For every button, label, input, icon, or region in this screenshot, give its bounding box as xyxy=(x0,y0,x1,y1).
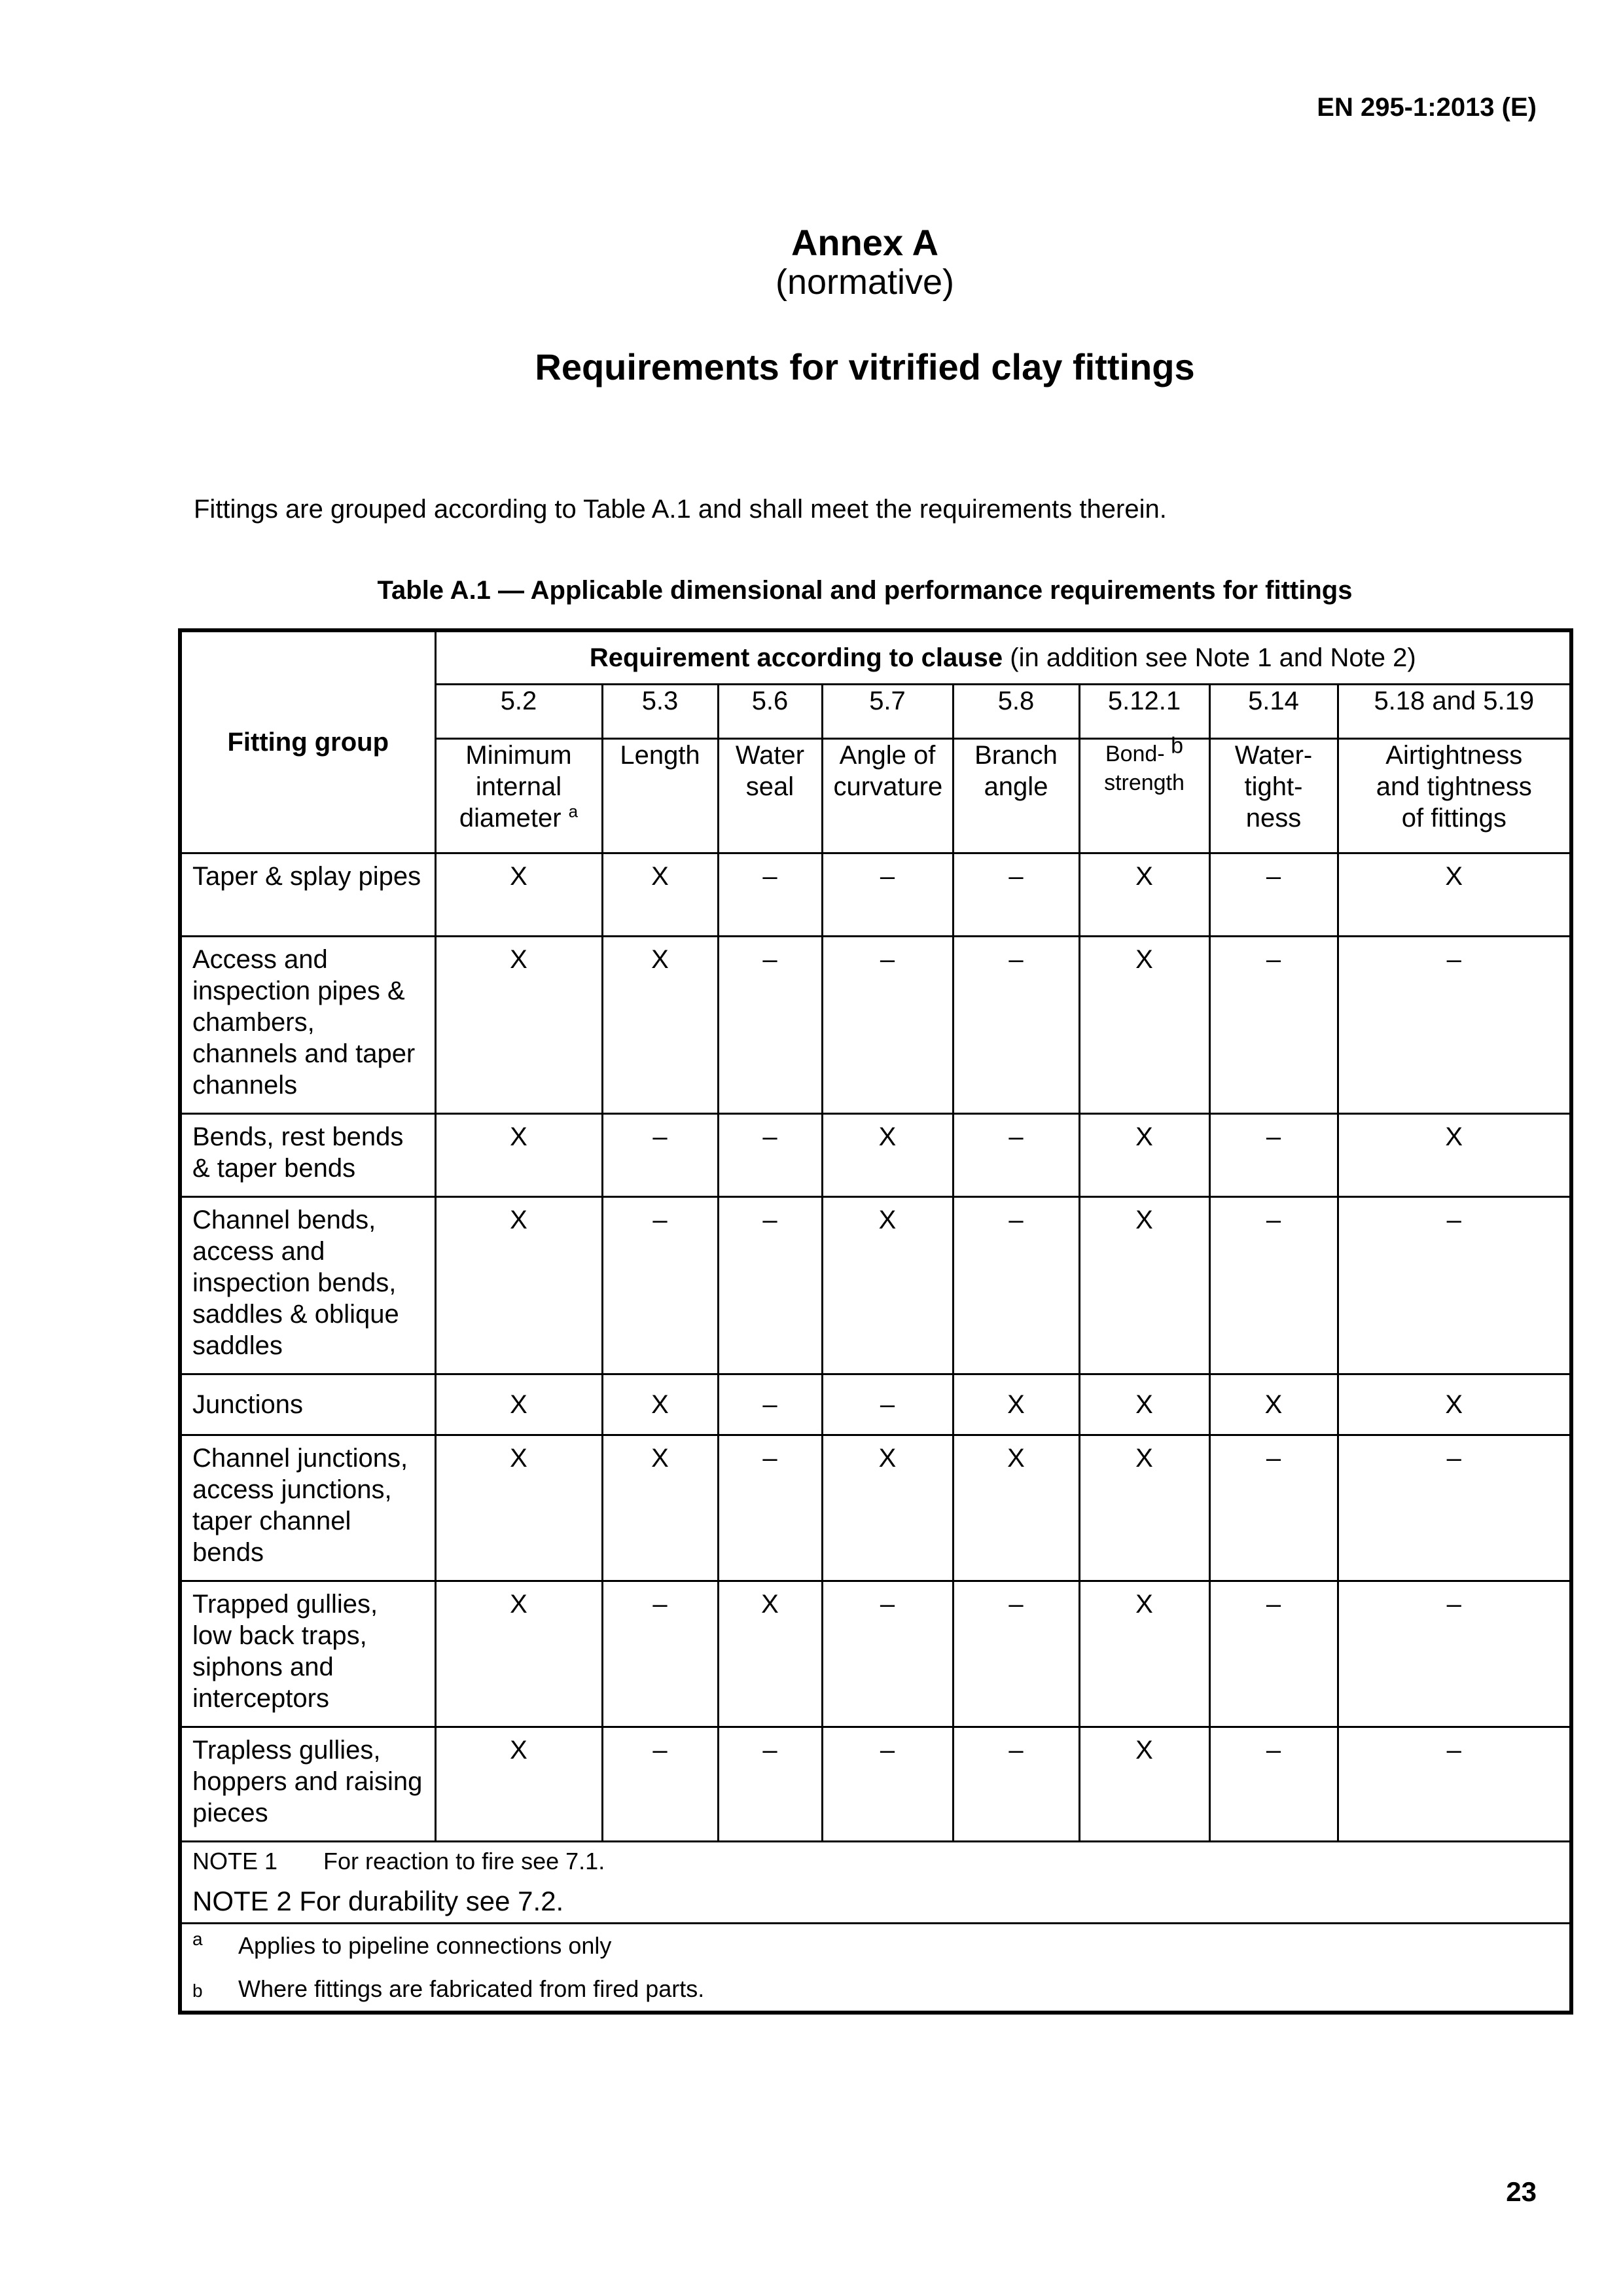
requirement-mark-cell: X xyxy=(435,1435,602,1581)
requirement-mark-cell: X xyxy=(1209,1374,1338,1435)
requirement-description xyxy=(718,739,822,853)
requirement-mark-cell: X xyxy=(822,1197,953,1374)
footnote-text: Where fittings are fabricated from fired parts. xyxy=(238,1975,705,2002)
clause-header: 5.8 xyxy=(953,685,1079,739)
desc-line: diameter xyxy=(459,804,562,833)
footnote-marker: b xyxy=(1171,733,1184,759)
clause-header: 5.6 xyxy=(718,685,822,739)
requirement-mark-cell: X xyxy=(1079,937,1209,1114)
requirement-mark-cell: – xyxy=(822,853,953,937)
requirement-mark-cell: X xyxy=(435,1581,602,1727)
requirement-mark-cell: X xyxy=(435,1114,602,1197)
requirement-mark-cell: – xyxy=(953,853,1079,937)
note-2: NOTE 2 For durability see 7.2. xyxy=(192,1886,564,1916)
requirement-description xyxy=(822,739,953,853)
requirement-mark-cell: – xyxy=(953,1581,1079,1727)
requirement-description xyxy=(1079,733,1209,853)
clause-header: 5.2 xyxy=(435,685,602,739)
desc-line: Bond- xyxy=(1105,742,1165,766)
footnote-b: b Where fittings are fabricated from fired parts. xyxy=(192,1975,705,2002)
requirement-mark-cell: – xyxy=(718,1435,822,1581)
desc-line: Water xyxy=(735,741,805,770)
fitting-group-cell: Channel bends, access and inspection bends, saddles & oblique saddles xyxy=(180,1197,435,1374)
desc-line: of fittings xyxy=(1401,804,1507,833)
table-row xyxy=(180,937,1571,1114)
table-row xyxy=(180,1197,1571,1374)
requirement-mark-cell: X xyxy=(1079,1197,1209,1374)
desc-line: Length xyxy=(620,741,700,770)
desc-line: and tightness xyxy=(1376,772,1532,801)
requirement-mark-cell: – xyxy=(1338,937,1571,1114)
requirement-mark-cell: – xyxy=(822,937,953,1114)
requirement-mark-cell: – xyxy=(1338,1581,1571,1727)
clause-header: 5.7 xyxy=(822,685,953,739)
requirement-header xyxy=(435,630,1571,685)
desc-line: Minimum xyxy=(465,741,572,770)
requirement-mark-cell: X xyxy=(1079,1374,1209,1435)
table-notes xyxy=(180,1842,1571,1924)
desc-line: angle xyxy=(984,772,1048,801)
requirement-mark-cell: X xyxy=(1338,853,1571,937)
requirement-mark-cell: X xyxy=(953,1435,1079,1581)
requirement-mark-cell: X xyxy=(602,1435,718,1581)
desc-line: curvature xyxy=(833,772,943,801)
requirement-header-note: (in addition see Note 1 and Note 2) xyxy=(1003,643,1416,672)
note-label: NOTE 1 xyxy=(192,1848,278,1874)
requirement-mark-cell: X xyxy=(602,853,718,937)
requirement-mark-cell: – xyxy=(822,1581,953,1727)
requirement-mark-cell: X xyxy=(435,937,602,1114)
desc-line: seal xyxy=(745,772,794,801)
annex-subtitle: (normative) xyxy=(775,262,955,302)
clause-header: 5.18 and 5.19 xyxy=(1338,685,1571,739)
requirement-mark-cell: X xyxy=(1338,1114,1571,1197)
desc-line: Angle of xyxy=(839,741,936,770)
footnote-marker: a xyxy=(568,801,579,821)
table-row xyxy=(180,1435,1571,1581)
table-row xyxy=(180,853,1571,937)
requirement-description xyxy=(1338,739,1571,853)
requirement-mark-cell: – xyxy=(953,1727,1079,1842)
section-heading: Requirements for vitrified clay fittings xyxy=(535,346,1195,387)
desc-line: internal xyxy=(475,772,562,801)
requirement-mark-cell: – xyxy=(718,1114,822,1197)
fitting-group-cell: Channel junctions, access junctions, taper channel bends xyxy=(180,1435,435,1581)
requirement-mark-cell: – xyxy=(953,1197,1079,1374)
requirement-mark-cell: – xyxy=(602,1197,718,1374)
table-row xyxy=(180,1581,1571,1727)
requirement-mark-cell: – xyxy=(1209,937,1338,1114)
fitting-group-cell: Trapped gullies, low back traps, siphons and interceptors xyxy=(180,1581,435,1727)
requirement-mark-cell: X xyxy=(822,1435,953,1581)
requirement-mark-cell: – xyxy=(718,1727,822,1842)
requirement-mark-cell: – xyxy=(1338,1197,1571,1374)
requirement-mark-cell: – xyxy=(822,1727,953,1842)
page-number: 23 xyxy=(1506,2176,1537,2207)
requirement-mark-cell: – xyxy=(953,1114,1079,1197)
requirement-mark-cell: – xyxy=(1209,1197,1338,1374)
requirement-mark-cell: X xyxy=(953,1374,1079,1435)
requirement-description xyxy=(1209,739,1338,853)
requirement-mark-cell: – xyxy=(1209,853,1338,937)
requirement-mark-cell: – xyxy=(822,1374,953,1435)
clause-header: 5.3 xyxy=(602,685,718,739)
requirement-mark-cell: – xyxy=(718,1197,822,1374)
table-caption: Table A.1 — Applicable dimensional and performance requirements for fittings xyxy=(377,576,1353,605)
note-1 xyxy=(192,1842,1559,1880)
fitting-group-header: Fitting group xyxy=(180,630,435,853)
requirement-mark-cell: X xyxy=(435,853,602,937)
requirement-mark-cell: – xyxy=(1209,1727,1338,1842)
requirement-description xyxy=(602,739,718,853)
requirement-mark-cell: – xyxy=(718,853,822,937)
requirement-mark-cell: X xyxy=(1338,1374,1571,1435)
desc-line: Airtightness xyxy=(1385,741,1523,770)
requirement-mark-cell: X xyxy=(435,1197,602,1374)
requirement-mark-cell: X xyxy=(822,1114,953,1197)
fitting-group-cell: Trapless gullies, hoppers and raising pieces xyxy=(180,1727,435,1842)
requirement-mark-cell: X xyxy=(1079,1581,1209,1727)
document-id: EN 295-1:2013 (E) xyxy=(1317,93,1537,122)
footnote-text: Applies to pipeline connections only xyxy=(238,1932,612,1959)
requirement-mark-cell: X xyxy=(435,1727,602,1842)
requirement-header-main: Requirement according to clause xyxy=(589,643,1003,672)
table-row xyxy=(180,1114,1571,1197)
clause-header: 5.12.1 xyxy=(1079,685,1209,739)
requirement-mark-cell: – xyxy=(718,1374,822,1435)
requirement-mark-cell: X xyxy=(1079,853,1209,937)
requirement-mark-cell: – xyxy=(1209,1114,1338,1197)
desc-line: Branch xyxy=(974,741,1058,770)
requirement-mark-cell: – xyxy=(602,1581,718,1727)
fitting-group-cell: Taper & splay pipes xyxy=(180,853,435,937)
desc-line: tight- xyxy=(1244,772,1303,801)
requirements-table xyxy=(178,628,1573,2015)
requirement-mark-cell: – xyxy=(1338,1727,1571,1842)
table-row xyxy=(180,1727,1571,1842)
desc-line: ness xyxy=(1245,804,1302,833)
requirement-mark-cell: – xyxy=(953,937,1079,1114)
requirement-mark-cell: X xyxy=(602,937,718,1114)
requirement-mark-cell: – xyxy=(718,937,822,1114)
footnote-a: a Applies to pipeline connections only xyxy=(192,1929,612,1959)
requirement-mark-cell: – xyxy=(1338,1435,1571,1581)
desc-line: Water- xyxy=(1234,741,1313,770)
table-footnotes xyxy=(180,1924,1571,2013)
requirement-mark-cell: X xyxy=(1079,1435,1209,1581)
annex-title: Annex A xyxy=(791,222,939,263)
desc-line: strength xyxy=(1104,770,1185,795)
intro-paragraph: Fittings are grouped according to Table A.1 and shall meet the requirements therein. xyxy=(194,495,1167,524)
table-body xyxy=(180,853,1571,1842)
requirement-mark-cell: X xyxy=(602,1374,718,1435)
requirement-mark-cell: – xyxy=(1209,1435,1338,1581)
requirement-mark-cell: – xyxy=(602,1727,718,1842)
requirement-description xyxy=(435,739,602,853)
requirement-mark-cell: – xyxy=(602,1114,718,1197)
requirement-mark-cell: X xyxy=(1079,1727,1209,1842)
requirement-mark-cell: – xyxy=(1209,1581,1338,1727)
requirement-mark-cell: X xyxy=(435,1374,602,1435)
requirement-description xyxy=(953,739,1079,853)
requirement-mark-cell: X xyxy=(1079,1114,1209,1197)
table-row xyxy=(180,1374,1571,1435)
fitting-group-cell: Access and inspection pipes & chambers, channels and taper channels xyxy=(180,937,435,1114)
clause-header: 5.14 xyxy=(1209,685,1338,739)
fitting-group-cell: Junctions xyxy=(180,1374,435,1435)
fitting-group-cell: Bends, rest bends & taper bends xyxy=(180,1114,435,1197)
note-text: For reaction to fire see 7.1. xyxy=(323,1848,605,1874)
requirement-mark-cell: X xyxy=(718,1581,822,1727)
